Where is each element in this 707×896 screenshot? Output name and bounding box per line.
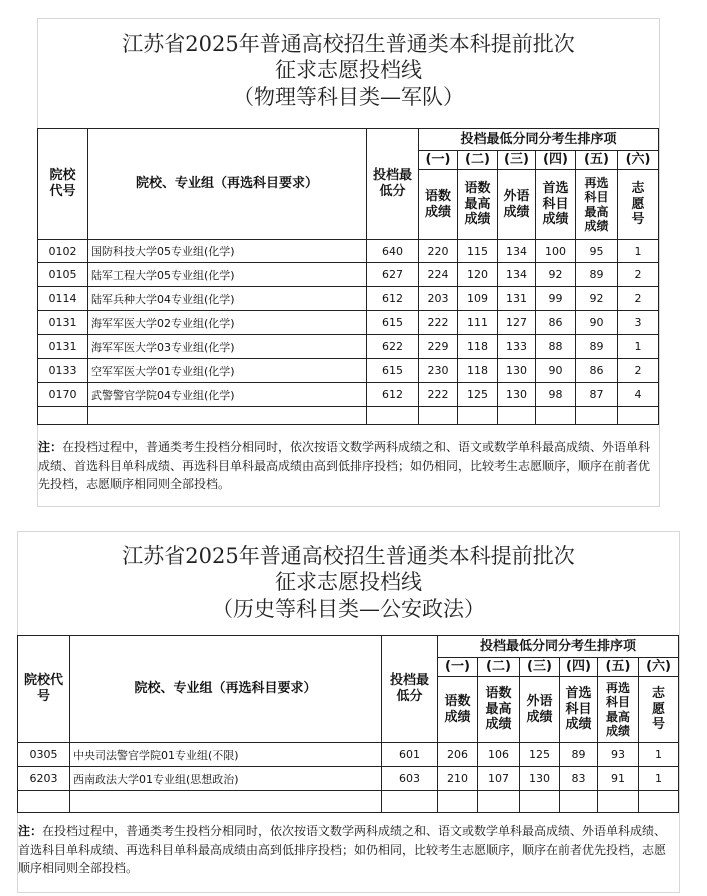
row-c3: 125 xyxy=(520,743,560,767)
table1-title-line1: 江苏省2025年普通高校招生普通类本科提前批次 xyxy=(122,32,575,56)
table-row xyxy=(38,383,659,407)
row-name: 中央司法警官学院01专业组(不限) xyxy=(70,743,382,767)
header-sub-2: (二) xyxy=(478,658,520,677)
row-c6: 1 xyxy=(618,240,659,263)
row-score: 615 xyxy=(367,311,419,335)
row-c2: 125 xyxy=(458,383,498,407)
row-c5: 89 xyxy=(576,335,618,359)
row-c6: 2 xyxy=(618,359,659,383)
table1-note-label: 注： xyxy=(38,440,63,454)
row-c4: 83 xyxy=(560,767,598,791)
header-sub-6: (六) xyxy=(639,658,679,677)
table-row xyxy=(38,240,659,263)
row-c2: 118 xyxy=(458,359,498,383)
table1-grid xyxy=(37,128,659,425)
row-c4: 90 xyxy=(536,359,576,383)
header-minscore: 投档最低分 xyxy=(382,636,438,743)
header-code: 院校代号 xyxy=(38,129,88,240)
row-name: 陆军工程大学05专业组(化学) xyxy=(88,263,367,287)
header-col-3: 外语成绩 xyxy=(498,170,536,240)
row-c3: 130 xyxy=(498,383,536,407)
row-c5: 89 xyxy=(576,263,618,287)
header-sub-5: (五) xyxy=(576,151,618,170)
header-sub-2: (二) xyxy=(458,151,498,170)
row-c1: 210 xyxy=(438,767,478,791)
row-c6: 4 xyxy=(618,383,659,407)
row-c6: 1 xyxy=(639,743,679,767)
row-score: 612 xyxy=(367,383,419,407)
row-c1: 220 xyxy=(419,240,458,263)
table-row xyxy=(18,743,679,767)
row-c4: 86 xyxy=(536,311,576,335)
row-c3: 131 xyxy=(498,287,536,311)
row-score: 615 xyxy=(367,359,419,383)
table1-title xyxy=(38,31,659,110)
row-c4: 92 xyxy=(536,263,576,287)
row-score: 622 xyxy=(367,335,419,359)
header-sub-1: (一) xyxy=(438,658,478,677)
table1-title-line3: （物理等科目类—军队） xyxy=(233,84,464,109)
row-code: 0133 xyxy=(38,359,88,383)
header-group: 院校、专业组（再选科目要求） xyxy=(88,129,367,240)
row-c1: 222 xyxy=(419,383,458,407)
table2-title-line2: 征求志愿投档线 xyxy=(275,570,422,595)
header-col-2: 语数最高成绩 xyxy=(478,677,520,743)
table-row xyxy=(38,263,659,287)
header-col-1: 语数成绩 xyxy=(419,170,458,240)
row-c5: 87 xyxy=(576,383,618,407)
header-minscore: 投档最低分 xyxy=(367,129,419,240)
row-c5: 95 xyxy=(576,240,618,263)
header-col-6: 志愿号 xyxy=(618,170,659,240)
row-c5: 92 xyxy=(576,287,618,311)
header-col-3: 外语成绩 xyxy=(520,677,560,743)
row-c1: 229 xyxy=(419,335,458,359)
table2-grid xyxy=(17,635,679,813)
row-score: 612 xyxy=(367,287,419,311)
header-col-1: 语数成绩 xyxy=(438,677,478,743)
row-c3: 133 xyxy=(498,335,536,359)
row-c4: 89 xyxy=(560,743,598,767)
header-col-4: 首选科目成绩 xyxy=(560,677,598,743)
row-code: 0114 xyxy=(38,287,88,311)
row-c1: 222 xyxy=(419,311,458,335)
row-score: 601 xyxy=(382,743,438,767)
table-row xyxy=(18,767,679,791)
row-name: 陆军兵种大学04专业组(化学) xyxy=(88,287,367,311)
row-score: 603 xyxy=(382,767,438,791)
row-c4: 98 xyxy=(536,383,576,407)
header-sub-1: (一) xyxy=(419,151,458,170)
spacer-row xyxy=(38,407,659,425)
header-col-6: 志愿号 xyxy=(639,677,679,743)
row-c1: 224 xyxy=(419,263,458,287)
row-c5: 90 xyxy=(576,311,618,335)
header-col-2: 语数最高成绩 xyxy=(458,170,498,240)
row-c6: 2 xyxy=(618,263,659,287)
row-c4: 88 xyxy=(536,335,576,359)
table1-title-line2: 征求志愿投档线 xyxy=(275,58,422,83)
row-name: 空军军医大学01专业组(化学) xyxy=(88,359,367,383)
table2-note-label: 注： xyxy=(18,824,43,838)
row-c6: 3 xyxy=(618,311,659,335)
header-code: 院校代号 xyxy=(18,636,70,743)
table2-title xyxy=(18,543,679,622)
row-name: 武警警官学院04专业组(化学) xyxy=(88,383,367,407)
row-c4: 100 xyxy=(536,240,576,263)
row-score: 627 xyxy=(367,263,419,287)
header-sub-4: (四) xyxy=(560,658,598,677)
table-row xyxy=(38,335,659,359)
row-c3: 127 xyxy=(498,311,536,335)
row-c2: 120 xyxy=(458,263,498,287)
header-sub-3: (三) xyxy=(498,151,536,170)
table-row xyxy=(38,359,659,383)
row-c4: 99 xyxy=(536,287,576,311)
row-code: 0131 xyxy=(38,335,88,359)
row-c2: 109 xyxy=(458,287,498,311)
row-c3: 130 xyxy=(520,767,560,791)
row-name: 国防科技大学05专业组(化学) xyxy=(88,240,367,263)
row-c2: 118 xyxy=(458,335,498,359)
row-name: 西南政法大学01专业组(思想政治) xyxy=(70,767,382,791)
table-row xyxy=(38,287,659,311)
row-score: 640 xyxy=(367,240,419,263)
row-c1: 230 xyxy=(419,359,458,383)
row-code: 0131 xyxy=(38,311,88,335)
row-c3: 130 xyxy=(498,359,536,383)
table1-note-text: 在投档过程中，普通类考生投档分相同时，依次按语文数学两科成绩之和、语文或数学单科最高成绩、外语单科成绩、首选科目单科成绩、再选科目单科最高成绩由高到低排序投档；如仍相同，比较考生志愿顺序，顺序在前者优先投档，志愿顺序相同则全部投档。 xyxy=(38,440,651,492)
header-col-5: 再选科目最高成绩 xyxy=(598,677,639,743)
row-c1: 203 xyxy=(419,287,458,311)
row-name: 海军军医大学02专业组(化学) xyxy=(88,311,367,335)
row-code: 0305 xyxy=(18,743,70,767)
header-tiebreak: 投档最低分同分考生排序项 xyxy=(438,636,679,658)
table-row xyxy=(38,311,659,335)
header-col-4: 首选科目成绩 xyxy=(536,170,576,240)
row-code: 6203 xyxy=(18,767,70,791)
row-c2: 106 xyxy=(478,743,520,767)
header-sub-3: (三) xyxy=(520,658,560,677)
table2-title-line1: 江苏省2025年普通高校招生普通类本科提前批次 xyxy=(122,544,575,568)
row-c5: 86 xyxy=(576,359,618,383)
row-c5: 91 xyxy=(598,767,639,791)
row-c6: 1 xyxy=(639,767,679,791)
spacer-row xyxy=(18,791,679,813)
row-code: 0170 xyxy=(38,383,88,407)
table1-note xyxy=(38,438,656,494)
table2-note-text: 在投档过程中，普通类考生投档分相同时，依次按语文数学两科成绩之和、语文或数学单科最高成绩、外语单科成绩、首选科目单科成绩、再选科目单科最高成绩由高到低排序投档；如仍相同，比较考生志愿顺序，顺序在前者优先投档，志愿顺序相同则全部投档。 xyxy=(18,824,667,876)
row-c3: 134 xyxy=(498,240,536,263)
header-sub-4: (四) xyxy=(536,151,576,170)
header-tiebreak: 投档最低分同分考生排序项 xyxy=(419,129,659,151)
row-c1: 206 xyxy=(438,743,478,767)
table2-note xyxy=(18,822,676,878)
header-sub-5: (五) xyxy=(598,658,639,677)
header-group: 院校、专业组（再选科目要求） xyxy=(70,636,382,743)
row-c5: 93 xyxy=(598,743,639,767)
header-sub-6: (六) xyxy=(618,151,659,170)
row-c2: 107 xyxy=(478,767,520,791)
row-c2: 115 xyxy=(458,240,498,263)
header-col-5: 再选科目最高成绩 xyxy=(576,170,618,240)
row-c2: 111 xyxy=(458,311,498,335)
row-c6: 2 xyxy=(618,287,659,311)
row-c3: 134 xyxy=(498,263,536,287)
row-name: 海军军医大学03专业组(化学) xyxy=(88,335,367,359)
row-c6: 1 xyxy=(618,335,659,359)
table2-title-line3: （历史等科目类—公安政法） xyxy=(212,596,485,621)
row-code: 0105 xyxy=(38,263,88,287)
row-code: 0102 xyxy=(38,240,88,263)
